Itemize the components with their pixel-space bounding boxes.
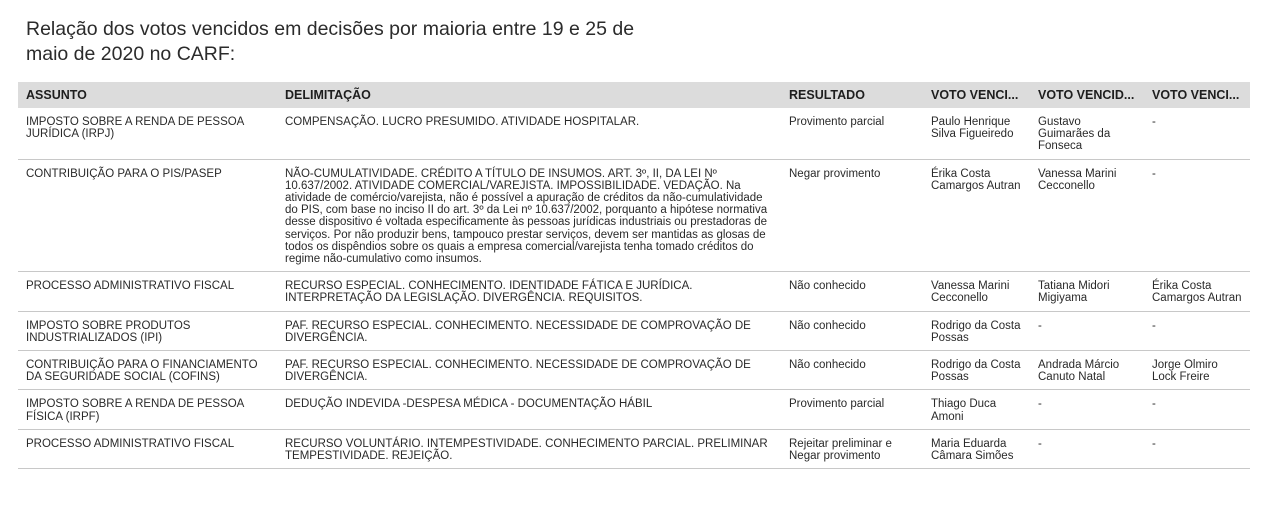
cell-delimitacao: DEDUÇÃO INDEVIDA -DESPESA MÉDICA - DOCUMENTAÇÃO HÁBIL [277, 390, 781, 429]
header-row [18, 82, 1250, 108]
cell-delimitacao: COMPENSAÇÃO. LUCRO PRESUMIDO. ATIVIDADE HOSPITALAR. [277, 108, 781, 159]
cell-voto-vencido-3: - [1144, 159, 1250, 272]
cell-delimitacao: RECURSO VOLUNTÁRIO. INTEMPESTIVIDADE. CONHECIMENTO PARCIAL. PRELIMINAR TEMPESTIVIDADE. REJEIÇÃO. [277, 429, 781, 468]
cell-voto-vencido-1: Maria Eduarda Câmara Simões [923, 429, 1030, 468]
header-voto-vencido-1[interactable]: VOTO VENCI... [923, 82, 1030, 108]
cell-voto-vencido-3: Érika Costa Camargos Autran [1144, 272, 1250, 311]
cell-voto-vencido-3: Jorge Olmiro Lock Freire [1144, 351, 1250, 390]
cell-voto-vencido-1: Rodrigo da Costa Possas [923, 311, 1030, 350]
cell-voto-vencido-2: Andrada Márcio Canuto Natal [1030, 351, 1144, 390]
cell-delimitacao: PAF. RECURSO ESPECIAL. CONHECIMENTO. NECESSIDADE DE COMPROVAÇÃO DE DIVERGÊNCIA. [277, 351, 781, 390]
header-delimitacao[interactable]: DELIMITAÇÃO [277, 82, 781, 108]
cell-voto-vencido-1: Rodrigo da Costa Possas [923, 351, 1030, 390]
cell-resultado: Provimento parcial [781, 390, 923, 429]
cell-voto-vencido-1: Vanessa Marini Cecconello [923, 272, 1030, 311]
table-row [18, 159, 1250, 272]
table-row [18, 351, 1250, 390]
cell-assunto: IMPOSTO SOBRE A RENDA DE PESSOA FÍSICA (IRPF) [18, 390, 277, 429]
cell-voto-vencido-2: Tatiana Midori Migiyama [1030, 272, 1144, 311]
header-voto-vencido-2[interactable]: VOTO VENCID... [1030, 82, 1144, 108]
cell-voto-vencido-2: - [1030, 311, 1144, 350]
table-header [18, 82, 1250, 108]
cell-voto-vencido-2: - [1030, 390, 1144, 429]
cell-voto-vencido-3: - [1144, 390, 1250, 429]
cell-assunto: CONTRIBUIÇÃO PARA O PIS/PASEP [18, 159, 277, 272]
cell-delimitacao: NÃO-CUMULATIVIDADE. CRÉDITO A TÍTULO DE INSUMOS. ART. 3º, II, DA LEI Nº 10.637/2002. ATIVIDADE COMERCIAL/VAREJISTA. IMPOSSIBILIDADE. VEDAÇÃO. Na atividade de comércio/varejista, não é possível a apuração de créditos da não-cumulatividade do PIS, com base no inciso II do art. 3º da Lei nº 10.637/2002, porquanto a hipótese normativa desse dispositivo é voltada especificamente às pessoas jurídicas industriais ou prestadoras de serviços. Por não produzir bens, tampouco prestar serviços, devem ser mantidas as glosas de todos os dispêndios sobre os quais a empresa comercial/varejista tenha tomado créditos do regime não-cumulativo como insumos. [277, 159, 781, 272]
cell-voto-vencido-1: Thiago Duca Amoni [923, 390, 1030, 429]
cell-resultado: Provimento parcial [781, 108, 923, 159]
page-title: Relação dos votos vencidos em decisões por maioria entre 19 e 25 de maio de 2020 no CARF: [26, 18, 635, 65]
cell-assunto: PROCESSO ADMINISTRATIVO FISCAL [18, 429, 277, 468]
cell-voto-vencido-2: - [1030, 429, 1144, 468]
table-row [18, 390, 1250, 429]
cell-voto-vencido-3: - [1144, 108, 1250, 159]
cell-resultado: Não conhecido [781, 351, 923, 390]
table-body [18, 108, 1250, 469]
cell-voto-vencido-1: Paulo Henrique Silva Figueiredo [923, 108, 1030, 159]
table-row [18, 311, 1250, 350]
cell-voto-vencido-3: - [1144, 311, 1250, 350]
cell-delimitacao: RECURSO ESPECIAL. CONHECIMENTO. IDENTIDADE FÁTICA E JURÍDICA. INTERPRETAÇÃO DA LEGISLAÇÃO. DIVERGÊNCIA. REQUISITOS. [277, 272, 781, 311]
votes-table [18, 82, 1250, 469]
cell-assunto: IMPOSTO SOBRE PRODUTOS INDUSTRIALIZADOS (IPI) [18, 311, 277, 350]
table-row [18, 272, 1250, 311]
cell-voto-vencido-2: Vanessa Marini Cecconello [1030, 159, 1144, 272]
cell-resultado: Não conhecido [781, 272, 923, 311]
table-row [18, 429, 1250, 468]
header-resultado[interactable]: RESULTADO [781, 82, 923, 108]
cell-assunto: PROCESSO ADMINISTRATIVO FISCAL [18, 272, 277, 311]
cell-resultado: Negar provimento [781, 159, 923, 272]
cell-voto-vencido-1: Érika Costa Camargos Autran [923, 159, 1030, 272]
cell-assunto: IMPOSTO SOBRE A RENDA DE PESSOA JURÍDICA (IRPJ) [18, 108, 277, 159]
cell-resultado: Não conhecido [781, 311, 923, 350]
cell-delimitacao: PAF. RECURSO ESPECIAL. CONHECIMENTO. NECESSIDADE DE COMPROVAÇÃO DE DIVERGÊNCIA. [277, 311, 781, 350]
cell-resultado: Rejeitar preliminar e Negar provimento [781, 429, 923, 468]
cell-assunto: CONTRIBUIÇÃO PARA O FINANCIAMENTO DA SEGURIDADE SOCIAL (COFINS) [18, 351, 277, 390]
header-assunto[interactable]: ASSUNTO [18, 82, 277, 108]
header-voto-vencido-3[interactable]: VOTO VENCI... [1144, 82, 1250, 108]
cell-voto-vencido-2: Gustavo Guimarães da Fonseca [1030, 108, 1144, 159]
table-row [18, 108, 1250, 159]
cell-voto-vencido-3: - [1144, 429, 1250, 468]
